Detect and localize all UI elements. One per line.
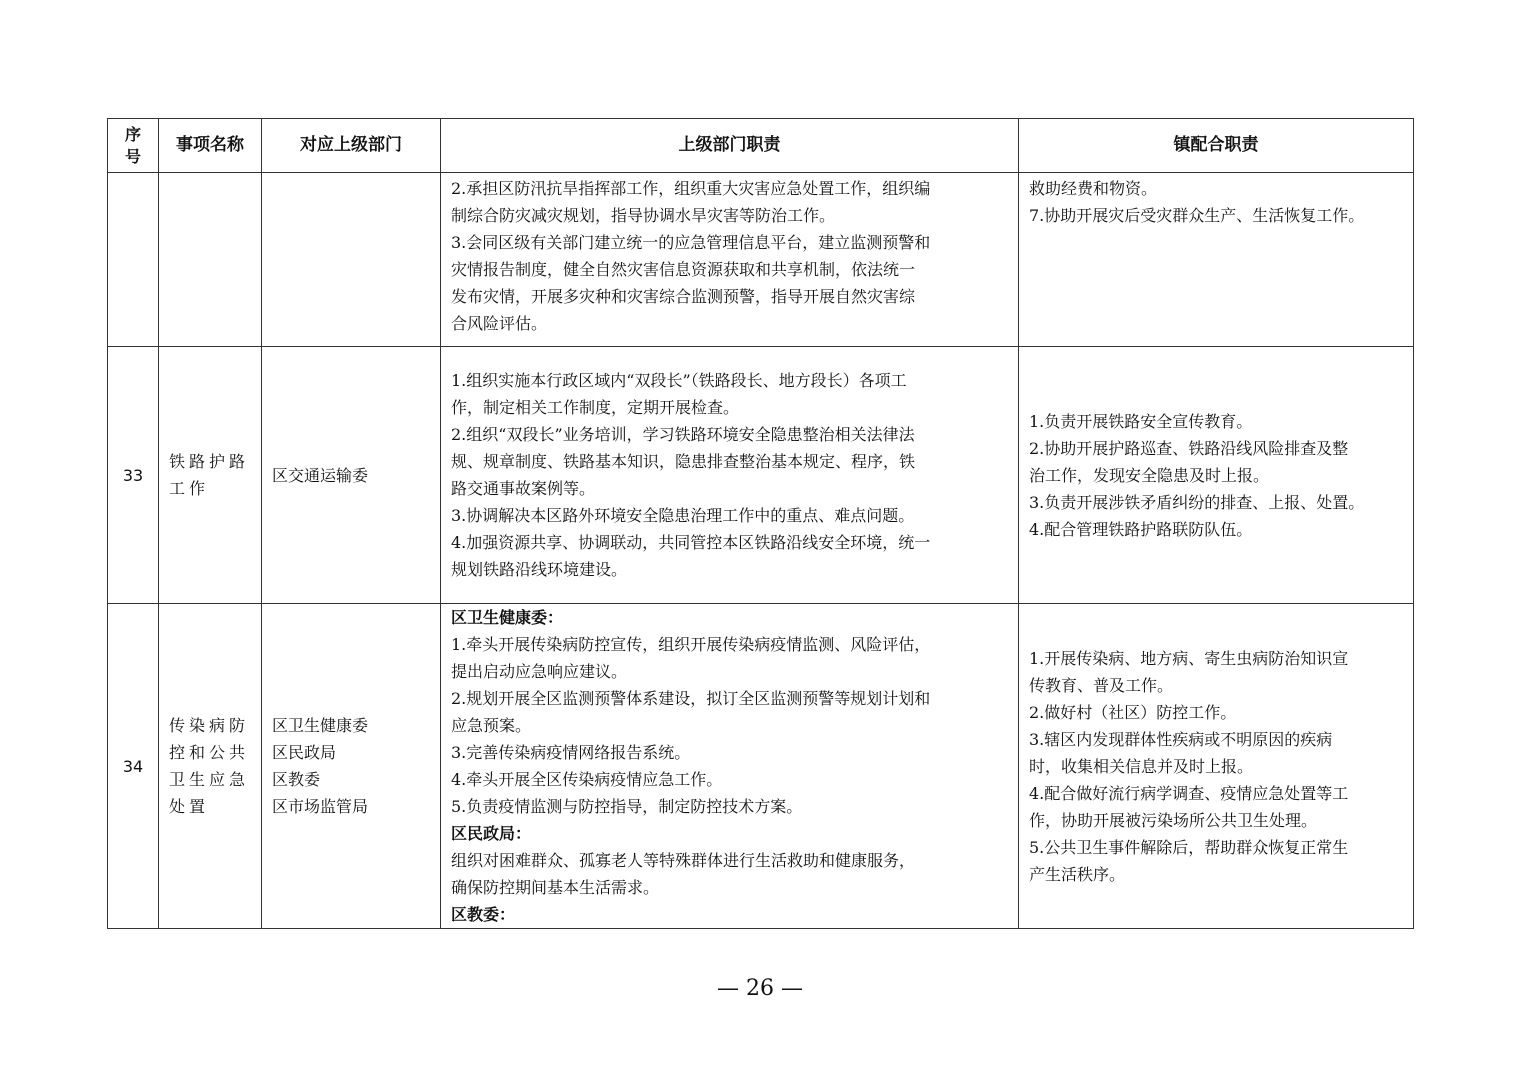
- name-line: 铁路护路: [169, 452, 250, 471]
- resp-line: 路交通事故案例等。: [451, 479, 596, 498]
- row-resp: [441, 347, 1019, 604]
- resp-section-title: 区教委：: [451, 905, 516, 924]
- resp-line: 3.协调解决本区路外环境安全隐患治理工作中的重点、难点问题。: [451, 506, 915, 525]
- coop-line: 1.开展传染病、地方病、寄生虫病防治知识宣: [1029, 648, 1349, 668]
- header-num-line-1: 序: [124, 124, 141, 144]
- resp-line: 3.会同区级有关部门建立统一的应急管理信息平台，建立监测预警和: [451, 233, 931, 252]
- resp-line: 5.负责疫情监测与防控指导，制定防控技术方案。: [451, 797, 803, 816]
- row-coop: [1019, 604, 1414, 929]
- row-name: [159, 604, 262, 929]
- resp-line: 2.规划开展全区监测预警体系建设，拟订全区监测预警等规划计划和: [451, 689, 931, 708]
- coop-line: 救助经费和物资。: [1029, 179, 1158, 198]
- name-line: 传染病防: [169, 716, 250, 735]
- dept-line: 区交通运输委: [272, 465, 369, 485]
- row-num: [108, 173, 159, 347]
- resp-line: 制综合防灾减灾规划，指导协调水旱灾害等防治工作。: [451, 206, 836, 225]
- table-row: [108, 604, 1414, 929]
- resp-line: 应急预案。: [451, 716, 532, 735]
- resp-section-title: 区卫生健康委：: [451, 608, 564, 627]
- name-line: 处置: [169, 797, 210, 816]
- coop-line: 3.辖区内发现群体性疾病或不明原因的疾病: [1029, 729, 1333, 749]
- header-num-line-2: 号: [124, 146, 141, 166]
- resp-line: 1.牵头开展传染病防控宣传，组织开展传染病疫情监测、风险评估，: [451, 635, 931, 654]
- coop-line: 2.协助开展护路巡查、铁路沿线风险排查及整: [1029, 438, 1349, 458]
- coop-line: 作，协助开展被污染场所公共卫生处理。: [1029, 810, 1318, 830]
- coop-line: 5.公共卫生事件解除后，帮助群众恢复正常生: [1029, 837, 1349, 857]
- resp-line: 4.加强资源共享、协调联动，共同管控本区铁路沿线安全环境，统一: [451, 533, 931, 552]
- coop-line: 7.协助开展灾后受灾群众生产、生活恢复工作。: [1029, 206, 1365, 225]
- resp-line: 3.完善传染病疫情网络报告系统。: [451, 743, 691, 762]
- dept-line: 区民政局: [272, 743, 337, 762]
- resp-line: 确保防控期间基本生活需求。: [451, 878, 660, 897]
- coop-line: 4.配合管理铁路护路联防队伍。: [1029, 519, 1253, 539]
- row-resp: [441, 173, 1019, 347]
- dept-line: 区教委: [272, 770, 321, 789]
- resp-line: 2.承担区防汛抗旱指挥部工作，组织重大灾害应急处置工作，组织编: [451, 179, 931, 198]
- row-name: [159, 347, 262, 604]
- row-num: 33: [108, 347, 159, 604]
- page-number: — 26 —: [717, 976, 803, 1001]
- resp-line: 合风险评估。: [451, 314, 548, 333]
- name-line: 工作: [169, 479, 210, 498]
- header-coop: 镇配合职责: [1019, 119, 1414, 173]
- resp-line: 灾情报告制度，健全自然灾害信息资源获取和共享机制，依法统一: [451, 260, 916, 279]
- coop-line: 1.负责开展铁路安全宣传教育。: [1029, 411, 1253, 431]
- resp-line: 组织对困难群众、孤寡老人等特殊群体进行生活救助和健康服务，: [451, 851, 916, 870]
- row-coop: [1019, 173, 1414, 347]
- resp-line: 作，制定相关工作制度，定期开展检查。: [451, 398, 740, 417]
- responsibility-table: [107, 118, 1414, 929]
- resp-line: 1.组织实施本行政区域内“双段长”（铁路段长、地方段长）各项工: [451, 371, 907, 390]
- row-resp: [441, 604, 1019, 929]
- resp-line: 规划铁路沿线环境建设。: [451, 560, 628, 579]
- dept-line: 区市场监管局: [272, 797, 369, 816]
- table-row: [108, 347, 1414, 604]
- row-dept: [262, 604, 441, 929]
- table-row: [108, 173, 1414, 347]
- row-dept: [262, 347, 441, 604]
- resp-section-title: 区民政局：: [451, 824, 532, 843]
- coop-line: 3.负责开展涉铁矛盾纠纷的排查、上报、处置。: [1029, 492, 1365, 512]
- row-dept: [262, 173, 441, 347]
- header-dept: 对应上级部门: [262, 119, 441, 173]
- name-line: 卫生应急: [169, 770, 250, 789]
- header-resp: 上级部门职责: [441, 119, 1019, 173]
- header-name: 事项名称: [159, 119, 262, 173]
- row-name: [159, 173, 262, 347]
- dept-line: 区卫生健康委: [272, 716, 369, 735]
- row-num: 34: [108, 604, 159, 929]
- coop-line: 产生活秩序。: [1029, 864, 1126, 884]
- resp-line: 规、规章制度、铁路基本知识，隐患排查整治基本规定、程序，铁: [451, 452, 916, 471]
- resp-line: 发布灾情，开展多灾种和灾害综合监测预警，指导开展自然灾害综: [451, 287, 916, 306]
- row-coop: [1019, 347, 1414, 604]
- resp-line: 2.组织“双段长”业务培训，学习铁路环境安全隐患整治相关法律法: [451, 425, 915, 444]
- coop-line: 治工作，发现安全隐患及时上报。: [1029, 465, 1270, 485]
- resp-line: 4.牵头开展全区传染病疫情应急工作。: [451, 770, 723, 789]
- name-line: 控和公共: [169, 743, 250, 762]
- header-num: [108, 119, 159, 173]
- coop-line: 2.做好村（社区）防控工作。: [1029, 702, 1237, 722]
- coop-line: 4.配合做好流行病学调查、疫情应急处置等工: [1029, 783, 1349, 803]
- coop-line: 传教育、普及工作。: [1029, 675, 1174, 695]
- coop-line: 时，收集相关信息并及时上报。: [1029, 756, 1254, 776]
- resp-line: 提出启动应急响应建议。: [451, 662, 628, 681]
- table-header-row: [108, 119, 1414, 173]
